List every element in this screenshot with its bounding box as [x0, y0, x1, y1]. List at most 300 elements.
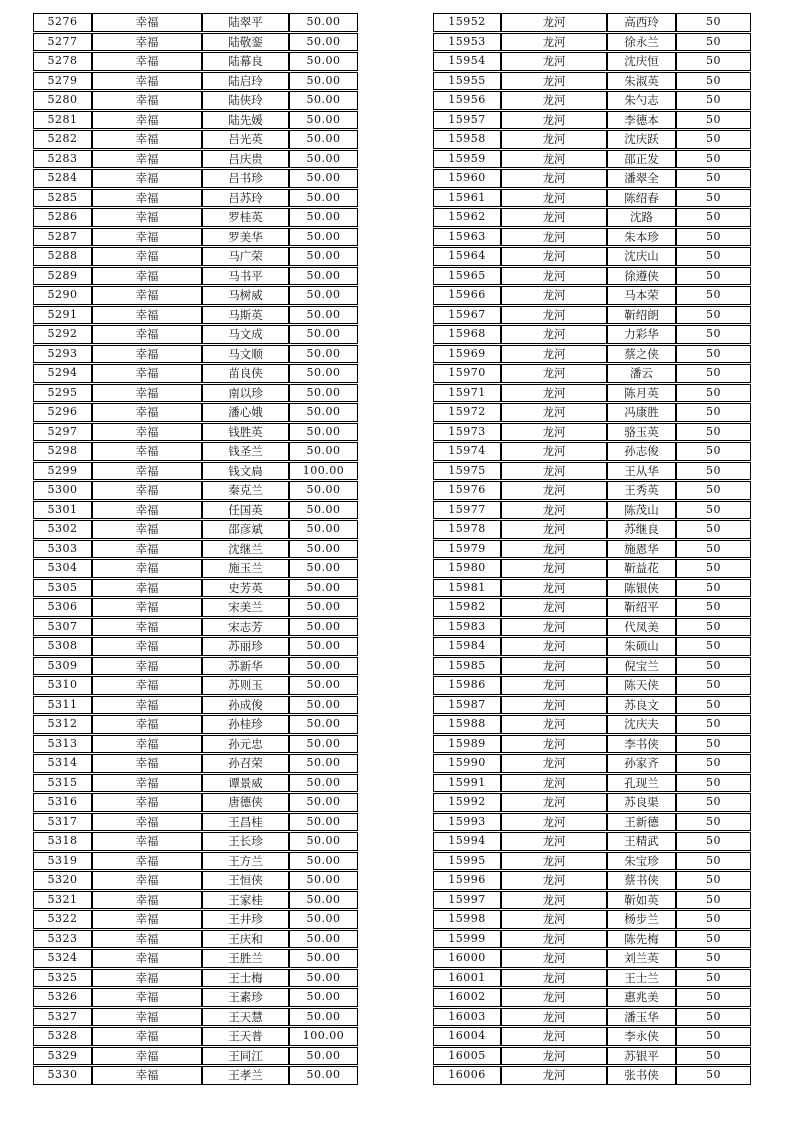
cell-name: 苏银平	[607, 1047, 676, 1066]
table-row	[33, 286, 358, 305]
cell-serial-number: 5291	[33, 306, 92, 325]
cell-serial-number: 5303	[33, 540, 92, 559]
cell-amount: 50	[676, 813, 751, 832]
cell-amount: 50.00	[289, 325, 358, 344]
cell-amount: 50	[676, 1008, 751, 1027]
cell-serial-number: 5307	[33, 618, 92, 637]
table-row	[33, 111, 358, 130]
cell-name: 王方兰	[202, 852, 289, 871]
cell-serial-number: 15965	[433, 267, 501, 286]
cell-name: 王庆和	[202, 930, 289, 949]
cell-serial-number: 15952	[433, 13, 501, 32]
cell-name: 罗美华	[202, 228, 289, 247]
cell-name: 靳绍平	[607, 598, 676, 617]
cell-village: 龙河	[501, 793, 607, 812]
cell-amount: 50.00	[289, 657, 358, 676]
cell-serial-number: 15986	[433, 676, 501, 695]
cell-name: 陆翠平	[202, 13, 289, 32]
table-row	[433, 111, 751, 130]
cell-amount: 50.00	[289, 150, 358, 169]
cell-name: 力彩华	[607, 325, 676, 344]
cell-serial-number: 15973	[433, 423, 501, 442]
cell-name: 陈茂山	[607, 501, 676, 520]
table-row	[33, 306, 358, 325]
cell-amount: 50.00	[289, 793, 358, 812]
cell-name: 陆先媛	[202, 111, 289, 130]
cell-serial-number: 15966	[433, 286, 501, 305]
cell-amount: 100.00	[289, 1027, 358, 1046]
cell-serial-number: 16005	[433, 1047, 501, 1066]
cell-name: 潘玉华	[607, 1008, 676, 1027]
cell-amount: 50.00	[289, 228, 358, 247]
cell-village: 龙河	[501, 696, 607, 715]
cell-village: 龙河	[501, 579, 607, 598]
cell-serial-number: 5296	[33, 403, 92, 422]
cell-amount: 50.00	[289, 696, 358, 715]
cell-serial-number: 5289	[33, 267, 92, 286]
cell-serial-number: 15959	[433, 150, 501, 169]
cell-amount: 50.00	[289, 988, 358, 1007]
cell-village: 幸福	[92, 676, 202, 695]
cell-amount: 50.00	[289, 442, 358, 461]
cell-serial-number: 5284	[33, 169, 92, 188]
cell-amount: 50	[676, 72, 751, 91]
cell-amount: 50.00	[289, 189, 358, 208]
cell-name: 苏继良	[607, 520, 676, 539]
cell-name: 朱硕山	[607, 637, 676, 656]
cell-serial-number: 5297	[33, 423, 92, 442]
cell-village: 幸福	[92, 774, 202, 793]
cell-village: 幸福	[92, 33, 202, 52]
cell-name: 马文顺	[202, 345, 289, 364]
cell-name: 蔡书侠	[607, 871, 676, 890]
cell-village: 龙河	[501, 13, 607, 32]
cell-amount: 50.00	[289, 579, 358, 598]
cell-amount: 50	[676, 13, 751, 32]
cell-name: 王同江	[202, 1047, 289, 1066]
cell-name: 王天慧	[202, 1008, 289, 1027]
cell-name: 王昌桂	[202, 813, 289, 832]
cell-village: 幸福	[92, 384, 202, 403]
cell-serial-number: 15961	[433, 189, 501, 208]
table-row	[433, 735, 751, 754]
cell-village: 幸福	[92, 891, 202, 910]
cell-amount: 50	[676, 540, 751, 559]
cell-name: 孙家齐	[607, 754, 676, 773]
cell-serial-number: 5286	[33, 208, 92, 227]
cell-village: 龙河	[501, 930, 607, 949]
cell-name: 王从华	[607, 462, 676, 481]
cell-village: 幸福	[92, 949, 202, 968]
cell-village: 龙河	[501, 33, 607, 52]
cell-village: 龙河	[501, 618, 607, 637]
cell-village: 龙河	[501, 754, 607, 773]
cell-amount: 50.00	[289, 423, 358, 442]
cell-serial-number: 15960	[433, 169, 501, 188]
cell-serial-number: 15991	[433, 774, 501, 793]
cell-village: 幸福	[92, 481, 202, 500]
cell-name: 吕苏玲	[202, 189, 289, 208]
cell-amount: 50.00	[289, 130, 358, 149]
cell-village: 幸福	[92, 364, 202, 383]
cell-name: 南以珍	[202, 384, 289, 403]
cell-village: 龙河	[501, 1027, 607, 1046]
cell-name: 沈庆跃	[607, 130, 676, 149]
cell-name: 钱圣兰	[202, 442, 289, 461]
cell-name: 孙召荣	[202, 754, 289, 773]
cell-village: 龙河	[501, 150, 607, 169]
cell-name: 宋美兰	[202, 598, 289, 617]
cell-village: 龙河	[501, 267, 607, 286]
cell-serial-number: 15955	[433, 72, 501, 91]
cell-name: 苏良渠	[607, 793, 676, 812]
cell-name: 沈路	[607, 208, 676, 227]
cell-amount: 50	[676, 910, 751, 929]
cell-village: 龙河	[501, 813, 607, 832]
table-row	[33, 1066, 358, 1085]
table-row	[33, 325, 358, 344]
cell-serial-number: 5326	[33, 988, 92, 1007]
table-row	[33, 871, 358, 890]
cell-village: 幸福	[92, 754, 202, 773]
cell-serial-number: 5295	[33, 384, 92, 403]
table-row	[33, 52, 358, 71]
table-row	[33, 33, 358, 52]
cell-serial-number: 5282	[33, 130, 92, 149]
table-row	[433, 637, 751, 656]
cell-name: 吕光英	[202, 130, 289, 149]
cell-amount: 50	[676, 228, 751, 247]
cell-serial-number: 5314	[33, 754, 92, 773]
cell-serial-number: 15998	[433, 910, 501, 929]
left-payment-table	[33, 12, 358, 1086]
cell-serial-number: 5301	[33, 501, 92, 520]
cell-serial-number: 15996	[433, 871, 501, 890]
table-row	[433, 696, 751, 715]
cell-village: 龙河	[501, 988, 607, 1007]
table-row	[33, 774, 358, 793]
table-row	[433, 891, 751, 910]
cell-serial-number: 5279	[33, 72, 92, 91]
cell-name: 王秀英	[607, 481, 676, 500]
cell-amount: 50.00	[289, 286, 358, 305]
cell-village: 幸福	[92, 930, 202, 949]
cell-amount: 50.00	[289, 481, 358, 500]
cell-village: 龙河	[501, 676, 607, 695]
cell-amount: 50.00	[289, 52, 358, 71]
cell-amount: 50.00	[289, 832, 358, 851]
cell-name: 马斯英	[202, 306, 289, 325]
cell-name: 宋志芳	[202, 618, 289, 637]
cell-village: 幸福	[92, 169, 202, 188]
cell-name: 王精武	[607, 832, 676, 851]
cell-amount: 50	[676, 189, 751, 208]
cell-serial-number: 15970	[433, 364, 501, 383]
cell-name: 马书平	[202, 267, 289, 286]
cell-name: 王家桂	[202, 891, 289, 910]
cell-name: 陈月英	[607, 384, 676, 403]
table-row	[33, 696, 358, 715]
cell-amount: 50	[676, 33, 751, 52]
cell-serial-number: 15990	[433, 754, 501, 773]
cell-serial-number: 16006	[433, 1066, 501, 1085]
table-row	[433, 969, 751, 988]
cell-village: 幸福	[92, 540, 202, 559]
cell-serial-number: 15972	[433, 403, 501, 422]
table-row	[33, 988, 358, 1007]
table-row	[433, 832, 751, 851]
cell-village: 龙河	[501, 852, 607, 871]
cell-name: 骆玉英	[607, 423, 676, 442]
cell-village: 龙河	[501, 286, 607, 305]
cell-amount: 50	[676, 208, 751, 227]
cell-amount: 50.00	[289, 520, 358, 539]
cell-village: 幸福	[92, 130, 202, 149]
cell-village: 龙河	[501, 325, 607, 344]
table-row	[33, 501, 358, 520]
cell-village: 龙河	[501, 891, 607, 910]
cell-amount: 50.00	[289, 774, 358, 793]
cell-name: 王恒侠	[202, 871, 289, 890]
table-row	[33, 462, 358, 481]
table-row	[33, 423, 358, 442]
table-row	[433, 325, 751, 344]
cell-amount: 50.00	[289, 13, 358, 32]
cell-name: 冯康胜	[607, 403, 676, 422]
cell-serial-number: 5313	[33, 735, 92, 754]
cell-village: 幸福	[92, 1066, 202, 1085]
cell-name: 代凤美	[607, 618, 676, 637]
cell-amount: 50	[676, 286, 751, 305]
cell-village: 龙河	[501, 637, 607, 656]
table-row	[33, 813, 358, 832]
cell-amount: 50	[676, 891, 751, 910]
cell-name: 苏良文	[607, 696, 676, 715]
cell-name: 靳益花	[607, 559, 676, 578]
cell-amount: 50.00	[289, 169, 358, 188]
table-row	[33, 403, 358, 422]
cell-amount: 50.00	[289, 267, 358, 286]
cell-serial-number: 5306	[33, 598, 92, 617]
cell-serial-number: 5321	[33, 891, 92, 910]
cell-village: 幸福	[92, 520, 202, 539]
cell-name: 孙成俊	[202, 696, 289, 715]
cell-amount: 50.00	[289, 891, 358, 910]
cell-serial-number: 15957	[433, 111, 501, 130]
cell-name: 靳绍朗	[607, 306, 676, 325]
cell-serial-number: 5288	[33, 247, 92, 266]
cell-name: 潘翠全	[607, 169, 676, 188]
cell-serial-number: 5285	[33, 189, 92, 208]
cell-name: 张书侠	[607, 1066, 676, 1085]
cell-amount: 50.00	[289, 754, 358, 773]
cell-serial-number: 15988	[433, 715, 501, 734]
cell-serial-number: 5300	[33, 481, 92, 500]
cell-village: 龙河	[501, 832, 607, 851]
cell-amount: 50	[676, 598, 751, 617]
cell-name: 钱胜英	[202, 423, 289, 442]
cell-village: 幸福	[92, 208, 202, 227]
table-row	[33, 891, 358, 910]
cell-village: 幸福	[92, 13, 202, 32]
cell-village: 龙河	[501, 130, 607, 149]
cell-serial-number: 15969	[433, 345, 501, 364]
cell-village: 龙河	[501, 442, 607, 461]
table-row	[433, 1008, 751, 1027]
cell-serial-number: 15963	[433, 228, 501, 247]
cell-village: 龙河	[501, 949, 607, 968]
cell-serial-number: 5298	[33, 442, 92, 461]
cell-amount: 50	[676, 832, 751, 851]
cell-serial-number: 5315	[33, 774, 92, 793]
table-row	[33, 540, 358, 559]
cell-name: 施玉兰	[202, 559, 289, 578]
cell-name: 孙元忠	[202, 735, 289, 754]
cell-serial-number: 5330	[33, 1066, 92, 1085]
cell-amount: 50	[676, 384, 751, 403]
cell-name: 邵彦斌	[202, 520, 289, 539]
cell-amount: 50.00	[289, 618, 358, 637]
cell-name: 朱淑英	[607, 72, 676, 91]
cell-amount: 50.00	[289, 345, 358, 364]
cell-amount: 50.00	[289, 540, 358, 559]
table-row	[33, 364, 358, 383]
cell-amount: 50.00	[289, 715, 358, 734]
cell-village: 龙河	[501, 345, 607, 364]
table-row	[433, 930, 751, 949]
cell-serial-number: 15985	[433, 657, 501, 676]
table-row	[433, 403, 751, 422]
cell-amount: 50	[676, 657, 751, 676]
cell-amount: 50	[676, 345, 751, 364]
cell-name: 朱勺志	[607, 91, 676, 110]
table-row	[33, 715, 358, 734]
cell-amount: 50.00	[289, 910, 358, 929]
cell-serial-number: 15999	[433, 930, 501, 949]
cell-serial-number: 15968	[433, 325, 501, 344]
cell-village: 幸福	[92, 1047, 202, 1066]
cell-village: 幸福	[92, 423, 202, 442]
cell-village: 幸福	[92, 793, 202, 812]
cell-name: 潘心娥	[202, 403, 289, 422]
table-row	[433, 384, 751, 403]
cell-name: 陈银侠	[607, 579, 676, 598]
cell-amount: 50.00	[289, 969, 358, 988]
table-row	[433, 169, 751, 188]
cell-name: 沈庆山	[607, 247, 676, 266]
cell-serial-number: 5317	[33, 813, 92, 832]
cell-name: 蔡之侠	[607, 345, 676, 364]
cell-village: 幸福	[92, 735, 202, 754]
cell-village: 幸福	[92, 1027, 202, 1046]
table-row	[433, 52, 751, 71]
cell-serial-number: 15989	[433, 735, 501, 754]
cell-amount: 50.00	[289, 208, 358, 227]
cell-village: 龙河	[501, 657, 607, 676]
cell-village: 龙河	[501, 169, 607, 188]
cell-village: 龙河	[501, 403, 607, 422]
cell-village: 龙河	[501, 520, 607, 539]
cell-village: 龙河	[501, 364, 607, 383]
table-row	[433, 598, 751, 617]
cell-village: 幸福	[92, 969, 202, 988]
table-row	[433, 793, 751, 812]
cell-amount: 50.00	[289, 930, 358, 949]
cell-serial-number: 5328	[33, 1027, 92, 1046]
cell-village: 幸福	[92, 247, 202, 266]
cell-village: 幸福	[92, 871, 202, 890]
cell-amount: 50.00	[289, 111, 358, 130]
cell-serial-number: 5305	[33, 579, 92, 598]
table-row	[33, 832, 358, 851]
cell-serial-number: 5283	[33, 150, 92, 169]
table-row	[433, 852, 751, 871]
cell-amount: 50	[676, 325, 751, 344]
cell-serial-number: 16004	[433, 1027, 501, 1046]
cell-serial-number: 5319	[33, 852, 92, 871]
table-row	[433, 715, 751, 734]
cell-serial-number: 15997	[433, 891, 501, 910]
cell-serial-number: 5309	[33, 657, 92, 676]
cell-serial-number: 15987	[433, 696, 501, 715]
cell-amount: 50	[676, 91, 751, 110]
cell-village: 幸福	[92, 189, 202, 208]
table-row	[33, 618, 358, 637]
cell-village: 幸福	[92, 91, 202, 110]
cell-amount: 50.00	[289, 1047, 358, 1066]
cell-amount: 50.00	[289, 1008, 358, 1027]
cell-village: 幸福	[92, 910, 202, 929]
cell-name: 谭景威	[202, 774, 289, 793]
cell-name: 陈天侠	[607, 676, 676, 695]
table-row	[33, 481, 358, 500]
cell-name: 苏新华	[202, 657, 289, 676]
cell-serial-number: 15962	[433, 208, 501, 227]
table-row	[33, 130, 358, 149]
table-row	[433, 949, 751, 968]
table-row	[433, 540, 751, 559]
cell-name: 陆启玲	[202, 72, 289, 91]
cell-village: 龙河	[501, 969, 607, 988]
cell-serial-number: 15954	[433, 52, 501, 71]
cell-amount: 50	[676, 442, 751, 461]
cell-village: 龙河	[501, 306, 607, 325]
cell-village: 龙河	[501, 208, 607, 227]
cell-name: 朱宝珍	[607, 852, 676, 871]
table-row	[433, 228, 751, 247]
cell-amount: 50.00	[289, 813, 358, 832]
cell-serial-number: 5322	[33, 910, 92, 929]
table-row	[33, 949, 358, 968]
cell-serial-number: 5280	[33, 91, 92, 110]
cell-amount: 50	[676, 169, 751, 188]
cell-name: 任国英	[202, 501, 289, 520]
cell-village: 幸福	[92, 715, 202, 734]
cell-amount: 50.00	[289, 91, 358, 110]
cell-name: 吕书珍	[202, 169, 289, 188]
cell-amount: 100.00	[289, 462, 358, 481]
cell-amount: 50	[676, 852, 751, 871]
cell-name: 苗良侠	[202, 364, 289, 383]
cell-amount: 50	[676, 364, 751, 383]
right-payment-table	[433, 12, 751, 1086]
cell-name: 王井珍	[202, 910, 289, 929]
cell-village: 幸福	[92, 501, 202, 520]
cell-amount: 50	[676, 930, 751, 949]
cell-serial-number: 15980	[433, 559, 501, 578]
table-row	[433, 1066, 751, 1085]
table-row	[433, 754, 751, 773]
